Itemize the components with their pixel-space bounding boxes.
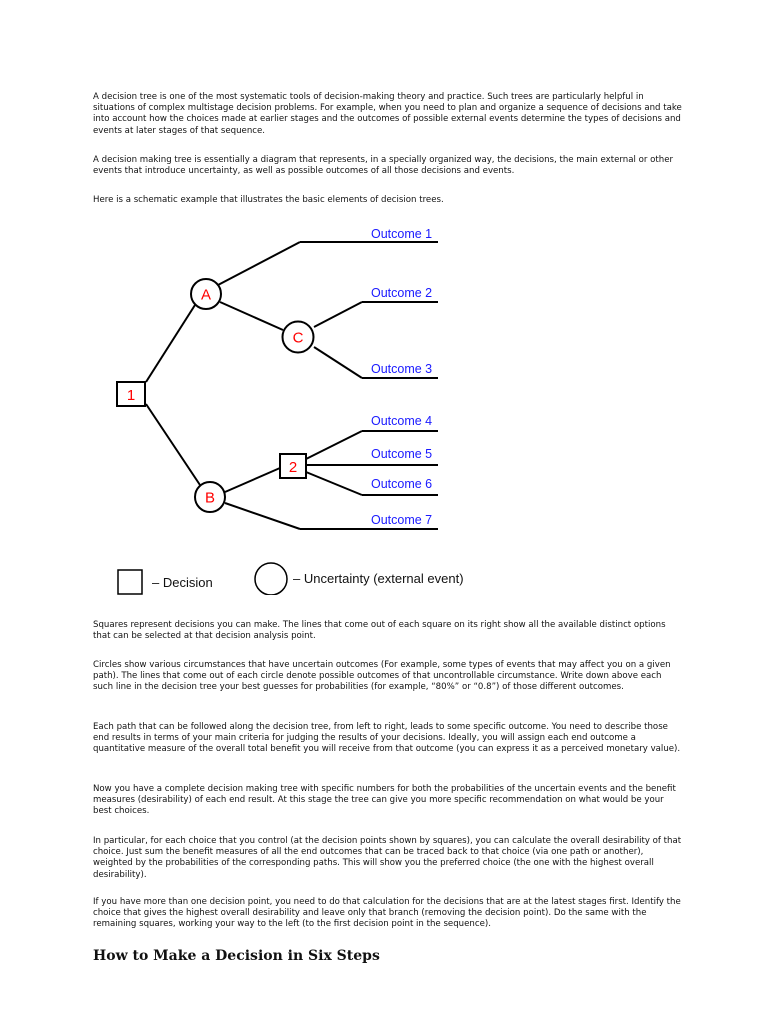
branch-a-to-outcome-1 (218, 242, 300, 285)
outcome-1-label: Outcome 1 (371, 227, 433, 241)
circles-paragraph: Circles show various circumstances that have uncertain outcomes (For example, some types of events that may affect you on a given path). The lines that come out of each circle denote possible outcomes of that uncontrollable circumstance. Write down above each such line in the decision tree your best guesses for probabilities (for example, “80%” or “0.8”) of those different outcomes. (93, 660, 671, 693)
branch-b-to-outcome-7 (225, 503, 300, 529)
outcome-6-label: Outcome 6 (371, 477, 433, 491)
intro-paragraph: A decision tree is one of the most systematic tools of decision-making theory and practice. Such trees are particularly helpful in situations of complex multistage decision problems. For example, when you need to plan and organize a sequence of decisions and take into account how the choices made at earlier stages and the outcomes of possible external events determine the types of decisions and events at later stages of that sequence. (93, 92, 682, 136)
decision-node-1-label: 1 (126, 387, 136, 404)
outcome-5-label: Outcome 5 (371, 447, 433, 461)
legend-uncertainty-label: – Uncertainty (external event) (293, 571, 464, 586)
example-intro-paragraph: Here is a schematic example that illustrates the basic elements of decision trees. (93, 195, 444, 205)
event-node-c-label: C (292, 329, 304, 347)
legend-decision-square (118, 570, 142, 594)
squares-paragraph: Squares represent decisions you can make. The lines that come out of each square on its right show all the available distinct options that can be selected at that decision analysis point. (93, 620, 666, 642)
branch-1-to-b (146, 404, 200, 485)
outcome-3-label: Outcome 3 (371, 362, 433, 376)
branch-b-to-2 (225, 468, 280, 492)
branch-1-to-a (146, 305, 195, 382)
branch-c-to-outcome-2 (314, 302, 362, 327)
definition-paragraph: A decision making tree is essentially a diagram that represents, in a specially organized way, the decisions, the main external or other events that introduce uncertainty, as well as possible outcomes of all those decisions and events. (93, 155, 674, 177)
event-node-b-label: B (204, 489, 216, 507)
multiple-decisions-paragraph: If you have more than one decision point, you need to do that calculation for the decisions that are at the latest stages first. Identify the choice that gives the highest overall desirability and leave only that branch (removing the decision point). Do the same with the remaining squares, working your way to the left (to the first decision point in the sequence). (93, 897, 681, 930)
paths-paragraph: Each path that can be followed along the decision tree, from left to right, leads to some specific outcome. You need to describe those end results in terms of your main criteria for judging the results of your decisions. Ideally, you will assign each end outcome a quantitative measure of the overall total benefit you will receive from that outcome (you can express it as a perceived monetary value). (93, 722, 681, 755)
section-heading: How to Make a Decision in Six Steps (93, 948, 380, 964)
desirability-paragraph: In particular, for each choice that you control (at the decision points shown by squares), you can calculate the overall desirability of that choice. Just sum the benefit measures of all the end outcomes that can be traced back to that choice (via one path or another), weighted by the probabilities of the corresponding paths. This will show you the preferred choice (the one with the highest overall desirability). (93, 836, 682, 880)
outcome-2-label: Outcome 2 (371, 286, 433, 300)
legend-uncertainty-circle (255, 563, 287, 595)
branch-a-to-c (220, 302, 283, 330)
outcome-4-label: Outcome 4 (371, 414, 433, 428)
branch-2-to-outcome-6 (306, 472, 362, 495)
event-node-a-label: A (200, 286, 212, 304)
outcome-7-label: Outcome 7 (371, 513, 433, 527)
complete-tree-paragraph: Now you have a complete decision making tree with specific numbers for both the probabilities of the uncertain events and the benefit measures (desirability) of each end result. At this stage the tree can give you more specific recommendation on what would be your best choices. (93, 784, 676, 817)
decision-node-2-label: 2 (288, 459, 298, 476)
branch-c-to-outcome-3 (314, 347, 362, 378)
legend-decision-label: – Decision (152, 575, 213, 590)
branch-2-to-outcome-4 (306, 431, 362, 459)
decision-tree-diagram (100, 210, 500, 595)
